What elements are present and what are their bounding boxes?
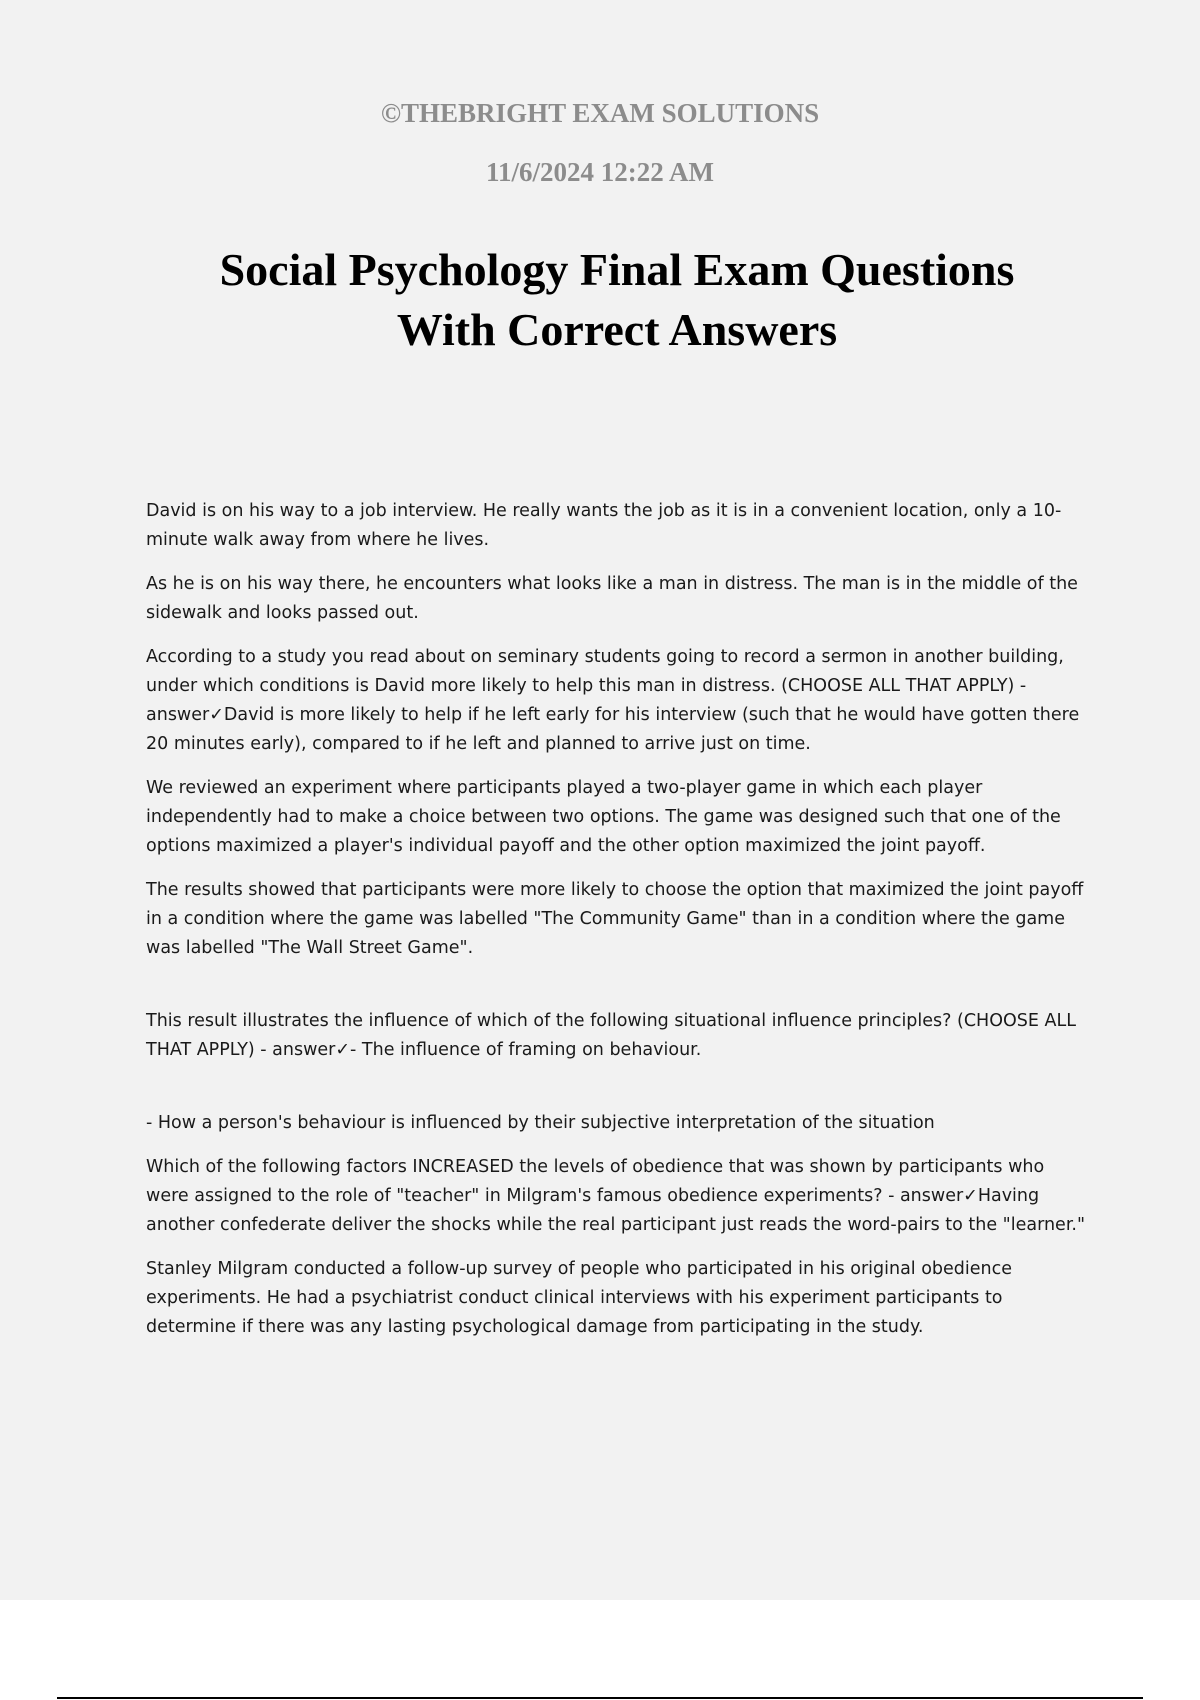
document-body	[146, 497, 1086, 1357]
paragraph: The results showed that participants were more likely to choose the option that maximized the joint payoff in a condition where the game was labelled "The Community Game" than in a condition where the game was labelled "The Wall Street Game".	[146, 880, 1084, 958]
title-line-1: Social Psychology Final Exam Questions	[219, 244, 1015, 295]
document-title	[150, 240, 1084, 360]
paragraph: - How a person's behaviour is influenced by their subjective interpretation of the situation	[146, 1113, 935, 1133]
paragraph: According to a study you read about on seminary students going to record a sermon in another building, under which conditions is David more likely to help this man in distress. (CHOOSE ALL THAT APPLY) - answer✓David is more likely to help if he left early for his interview (such that he would have gotten there 20 minutes early), compared to if he left and planned to arrive just on time.	[146, 647, 1080, 754]
title-line-2: With Correct Answers	[396, 304, 838, 355]
paragraph: This result illustrates the influence of which of the following situational influence principles? (CHOOSE ALL THAT APPLY) - answer✓- The influence of framing on behaviour.	[146, 1011, 1076, 1060]
paragraph: As he is on his way there, he encounters what looks like a man in distress. The man is in the middle of the sidewalk and looks passed out.	[146, 574, 1078, 623]
watermark-brand: ©THEBRIGHT EXAM SOLUTIONS	[380, 98, 820, 128]
paragraph: Stanley Milgram conducted a follow-up survey of people who participated in his original obedience experiments. He had a psychiatrist conduct clinical interviews with his experiment participants to determine if there was any lasting psychological damage from participating in the study.	[146, 1259, 1013, 1337]
paragraph: Which of the following factors INCREASED the levels of obedience that was shown by participants who were assigned to the role of "teacher" in Milgram's famous obedience experiments? - answer✓Having another confederate deliver the shocks while the real participant just reads the word-pairs to the "learner."	[146, 1157, 1086, 1235]
watermark-datetime: 11/6/2024 12:22 AM	[486, 157, 714, 187]
footer-rule	[57, 1697, 1143, 1699]
paragraph: David is on his way to a job interview. He really wants the job as it is in a convenient location, only a 10-minute walk away from where he lives.	[146, 501, 1062, 550]
paragraph: We reviewed an experiment where participants played a two-player game in which each player independently had to make a choice between two options. The game was designed such that one of the options maximized a player's individual payoff and the other option maximized the joint payoff.	[146, 778, 1061, 856]
